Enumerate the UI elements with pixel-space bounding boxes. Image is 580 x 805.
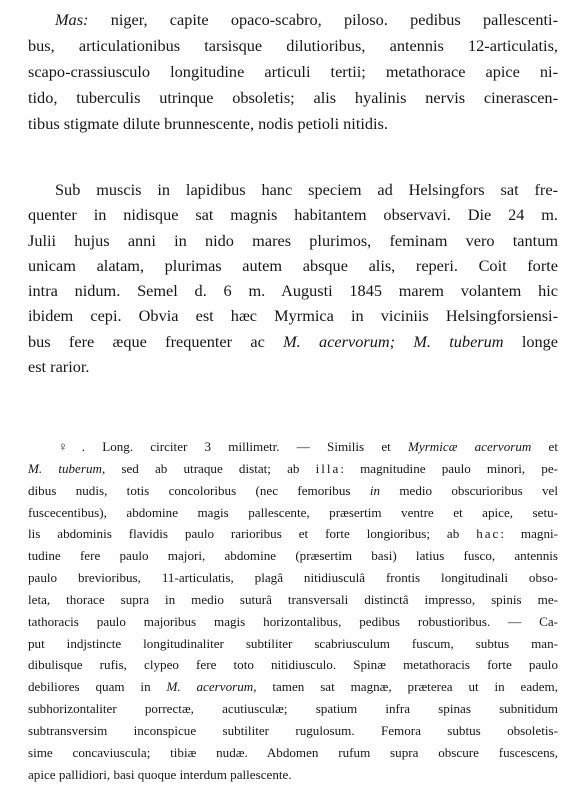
text-segment: Sub muscis in lapidibus hanc speciem ad Helsingfors sat fre- <box>55 180 558 199</box>
italic-text: M. tuberum, <box>28 460 106 476</box>
text-segment: ibidem cepi. Obvia est hæc Myrmica in viciniis Helsingforsiensi- <box>28 306 558 326</box>
text-segment: leta, thorace supra in medio suturâ transversali distinctâ impresso, spinis me- <box>28 591 558 607</box>
text-segment <box>395 332 413 351</box>
paragraph-female-description <box>28 436 558 786</box>
text-segment: est rarior. <box>28 357 90 377</box>
text-line <box>28 59 558 85</box>
text-line <box>28 523 558 545</box>
text-segment: lis abdominis flavidis paulo rarioribus et forte longioribus; ab <box>28 526 477 542</box>
text-line <box>28 764 558 786</box>
text-segment: bus, articulationibus tarsisque dilutioribus, antennis 12-articulatis, <box>28 35 558 55</box>
text-line <box>28 111 558 137</box>
text-segment: tido, tuberculis utrinque obsoletis; alis hyalinis nervis cinerascen- <box>28 87 558 107</box>
text-segment: intra nidum. Semel d. 6 m. Augusti 1845 marem volantem hic <box>28 281 558 301</box>
italic-text: Mas: <box>55 10 89 29</box>
text-line <box>28 329 558 354</box>
text-segment: sed ab utraque distat; ab <box>105 460 316 476</box>
paragraph-mas-description <box>28 7 558 137</box>
text-line <box>28 545 558 567</box>
spaced-text: illa <box>315 460 341 476</box>
text-segment: tibus stigmate dilute brunnescente, nodis petioli nitidis. <box>28 113 388 133</box>
text-line <box>28 85 558 111</box>
text-segment: : magni- <box>500 526 558 542</box>
text-segment: sime concaviuscula; tibiæ nudæ. Abdomen rufum supra obscure fuscescens, <box>28 744 558 760</box>
text-segment: bus fere æque frequenter ac <box>28 331 284 351</box>
italic-text: M. acervorum, <box>166 679 257 695</box>
text-line <box>28 303 558 328</box>
paragraph-habitat <box>28 177 558 379</box>
spaced-text: hac <box>476 526 501 542</box>
text-segment: medio obscurioribus vel <box>380 482 558 498</box>
italic-text: in <box>369 482 380 498</box>
italic-text: M. acervorum; <box>283 331 396 351</box>
text-line <box>28 458 558 480</box>
italic-text: Myrmicæ acervorum <box>407 439 532 454</box>
text-line <box>28 502 558 524</box>
text-segment: tathoracis paulo majoribus magis horizontalibus, pedibus robustioribus. — Ca- <box>28 613 558 629</box>
text-segment: put indjstincte longitudinaliter subtiliter scabriusculum fuscum, subtus man- <box>28 635 558 651</box>
text-segment: tudine fere paulo majori, abdomine (præsertim basi) latius fusco, antennis <box>28 548 558 564</box>
text-line <box>28 33 558 59</box>
text-line <box>28 654 558 676</box>
text-line <box>28 278 558 303</box>
text-segment: scapo-crassiusculo longitudine articuli tertii; metathorace apice ni- <box>28 61 558 81</box>
text-segment: unicam alatam, plurimas autem absque alis, reperi. Coit forte <box>28 255 558 275</box>
text-segment: dibulisque rufis, clypeo fere toto nitidiusculo. Spinæ metathoracis forte paulo <box>28 657 558 673</box>
text-line <box>28 253 558 278</box>
text-line <box>28 228 558 253</box>
text-line <box>28 202 558 227</box>
text-segment: fuscecentibus), abdomine magis pallescente, præsertim ventre et apice, setu- <box>28 504 558 520</box>
text-segment: paulo brevioribus, 11-articulatis, plagâ nitidiusculâ frontis longitudinali obso- <box>28 570 558 586</box>
text-segment: : magnitudine paulo minori, pe- <box>340 460 558 476</box>
text-line <box>28 698 558 720</box>
text-line <box>28 480 558 502</box>
text-segment: tamen sat magnæ, præterea ut in eadem, <box>256 679 558 695</box>
text-line <box>28 676 558 698</box>
text-segment: longe <box>503 331 558 351</box>
text-segment: ♀. Long. circiter 3 millimetr. — Similis et <box>58 439 408 454</box>
text-segment: subhorizontaliter porrectæ, acutiusculæ; spatium infra spinas subnitidum <box>28 701 558 717</box>
text-line <box>28 7 558 33</box>
text-line <box>28 354 558 379</box>
text-line <box>28 633 558 655</box>
text-line <box>28 177 558 202</box>
text-segment: dibus nudis, totis concoloribus (nec femoribus <box>28 482 370 498</box>
text-segment: quenter in nidisque sat magnis habitantem observavi. Die 24 m. <box>28 205 558 225</box>
text-segment: niger, capite opaco-scabro, piloso. pedibus pallescenti- <box>88 10 558 29</box>
italic-text: M. tuberum <box>413 331 504 351</box>
text-segment: Julii hujus anni in nido mares plurimos, feminam vero tantum <box>28 230 558 250</box>
text-line <box>28 742 558 764</box>
text-segment: apice pallidiori, basi quoque interdum pallescente. <box>28 766 292 782</box>
text-line <box>28 720 558 742</box>
text-line <box>28 436 558 458</box>
text-line <box>28 611 558 633</box>
text-segment: subtransversim inconspicue subtiliter rugulosum. Femora subtus obsoletis- <box>28 722 558 738</box>
text-segment: et <box>531 439 558 454</box>
text-segment: debiliores quam in <box>28 679 167 695</box>
text-line <box>28 589 558 611</box>
text-line <box>28 567 558 589</box>
